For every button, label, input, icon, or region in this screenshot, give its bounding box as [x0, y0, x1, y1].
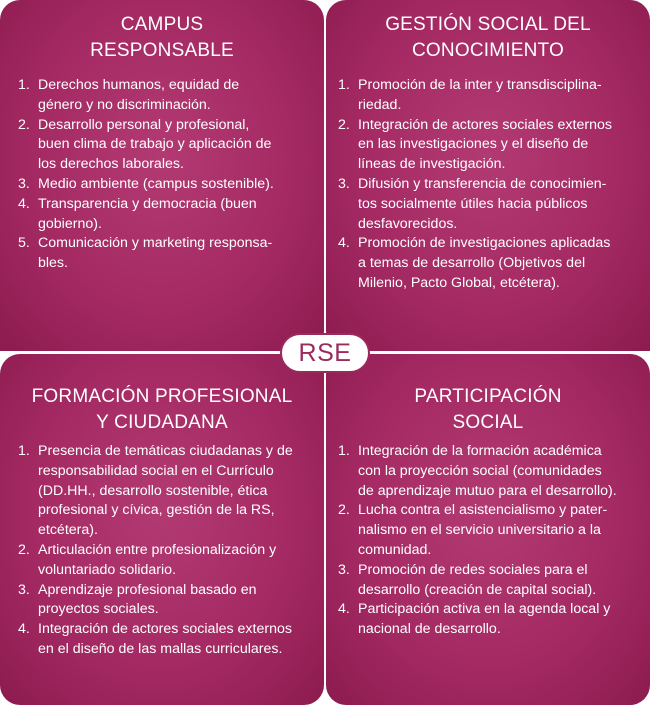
list-item: [18, 175, 312, 195]
item-text-line: tos socialmente útiles hacia públicos: [358, 195, 588, 212]
item-text-line: de aprendizaje mutuo para el desarrollo).: [358, 482, 617, 499]
quadrant-formacion-profesional-ciudadana: [0, 354, 324, 705]
item-text-line: Integración de actores sociales externos: [358, 116, 612, 133]
list-item: [18, 442, 314, 541]
item-text: [38, 234, 312, 274]
list-item: [338, 175, 644, 234]
list-item: [18, 581, 314, 621]
item-text: [358, 175, 644, 234]
item-number: 1.: [18, 77, 30, 93]
item-text-line: nalismo en el servicio universitario a la: [358, 522, 601, 539]
list-item: [18, 76, 312, 116]
item-text-line: (DD.HH., desarrollo sostenible, ética: [38, 482, 268, 499]
item-number: 4.: [18, 621, 30, 638]
item-text-line: Comunicación y marketing responsa-: [38, 235, 273, 252]
list-item: [18, 620, 314, 660]
item-text: [358, 600, 648, 640]
item-text-line: riedad.: [358, 96, 402, 113]
item-text-line: proyectos sociales.: [38, 601, 159, 618]
quadrant-participacion-social: [326, 354, 650, 705]
item-number: 1.: [338, 77, 350, 93]
list-item: [338, 76, 644, 116]
item-text-line: desfavorecidos.: [358, 215, 458, 232]
quadrant-title: PARTICIPACIÓN SOCIAL: [414, 386, 562, 433]
item-text: [38, 442, 314, 541]
item-text: [38, 175, 312, 195]
item-text: [38, 195, 312, 235]
item-text: [358, 501, 648, 560]
item-text-line: Articulación entre profesionalización y: [38, 541, 277, 558]
item-number: 4.: [18, 195, 30, 212]
item-number: 2.: [18, 116, 30, 133]
item-text-line: Participación activa en la agenda local y: [358, 601, 611, 618]
item-list: [338, 76, 644, 294]
quadrant-title: FORMACIÓN PROFESIONAL Y CIUDADANA: [31, 386, 293, 433]
item-text: [358, 76, 644, 116]
item-text-line: líneas de investigación.: [358, 156, 506, 173]
list-item: [18, 195, 312, 235]
item-text-line: Presencia de temáticas ciudadanas y de: [38, 443, 293, 459]
item-number: 1.: [338, 443, 350, 459]
item-text-line: gobierno).: [38, 215, 102, 232]
quadrant-title: CAMPUS RESPONSABLE: [90, 14, 234, 61]
item-text-line: responsabilidad social en el Currículo: [38, 462, 274, 479]
item-text-line: Milenio, Pacto Global, etcétera).: [358, 274, 560, 291]
list-item: [18, 234, 312, 274]
list-item: [18, 541, 314, 581]
quadrant-gestion-social-conocimiento: [326, 0, 650, 351]
item-number: 3.: [18, 175, 30, 192]
item-list: [338, 442, 648, 640]
list-item: [338, 442, 648, 501]
center-label-rse: RSE: [280, 333, 370, 373]
item-text-line: género y no discriminación.: [38, 96, 211, 113]
item-text: [358, 561, 648, 601]
item-text: [38, 116, 312, 175]
item-text-line: Transparencia y democracia (buen: [38, 195, 257, 212]
item-number: 3.: [18, 581, 30, 598]
item-number: 1.: [18, 443, 30, 459]
item-text-line: Promoción de la inter y transdisciplina-: [358, 77, 602, 93]
item-number: 2.: [338, 502, 350, 519]
item-text-line: Aprendizaje profesional basado en: [38, 581, 257, 598]
item-number: 2.: [18, 541, 30, 558]
item-number: 5.: [18, 235, 30, 252]
item-text-line: Integración de actores sociales externos: [38, 621, 292, 638]
item-text: [358, 116, 644, 175]
quadrant-title: GESTIÓN SOCIAL DEL CONOCIMIENTO: [385, 14, 591, 61]
item-text-line: con la proyección social (comunidades: [358, 462, 602, 479]
item-text-line: Integración de la formación académica: [358, 443, 602, 459]
item-text-line: voluntariado solidario.: [38, 561, 177, 578]
item-number: 2.: [338, 116, 350, 133]
item-text-line: Promoción de redes sociales para el: [358, 561, 588, 578]
list-item: [338, 600, 648, 640]
item-text-line: Derechos humanos, equidad de: [38, 77, 240, 93]
item-text: [38, 76, 312, 116]
item-text: [358, 442, 648, 501]
item-text-line: a temas de desarrollo (Objetivos del: [358, 255, 586, 272]
item-text-line: etcétera).: [38, 522, 98, 539]
item-text: [358, 234, 644, 293]
item-text-line: desarrollo (creación de capital social).: [358, 581, 597, 598]
item-number: 4.: [338, 601, 350, 618]
item-text: [38, 541, 314, 581]
item-text: [38, 620, 314, 660]
list-item: [18, 116, 312, 175]
item-text-line: nacional de desarrollo.: [358, 621, 501, 638]
item-text-line: los derechos laborales.: [38, 156, 184, 173]
list-item: [338, 234, 644, 293]
item-text-line: en las investigaciones y el diseño de: [358, 136, 589, 153]
item-text-line: en el diseño de las mallas curriculares.: [38, 640, 283, 657]
list-item: [338, 561, 648, 601]
item-text-line: buen clima de trabajo y aplicación de: [38, 136, 272, 153]
item-text-line: bles.: [38, 255, 68, 272]
item-number: 3.: [338, 561, 350, 578]
item-number: 3.: [338, 175, 350, 192]
item-text-line: Difusión y transferencia de conocimien-: [358, 175, 607, 192]
item-list: [18, 442, 314, 660]
list-item: [338, 116, 644, 175]
item-text: [38, 581, 314, 621]
item-text-line: Medio ambiente (campus sostenible).: [38, 175, 274, 192]
item-text-line: comunidad.: [358, 541, 432, 558]
item-text-line: Desarrollo personal y profesional,: [38, 116, 250, 133]
item-text-line: Lucha contra el asistencialismo y pater-: [358, 502, 608, 519]
item-text-line: profesional y cívica, gestión de la RS,: [38, 502, 275, 519]
quadrant-campus-responsable: [0, 0, 324, 351]
list-item: [338, 501, 648, 560]
item-list: [18, 76, 312, 274]
item-number: 4.: [338, 235, 350, 252]
item-text-line: Promoción de investigaciones aplicadas: [358, 235, 611, 252]
